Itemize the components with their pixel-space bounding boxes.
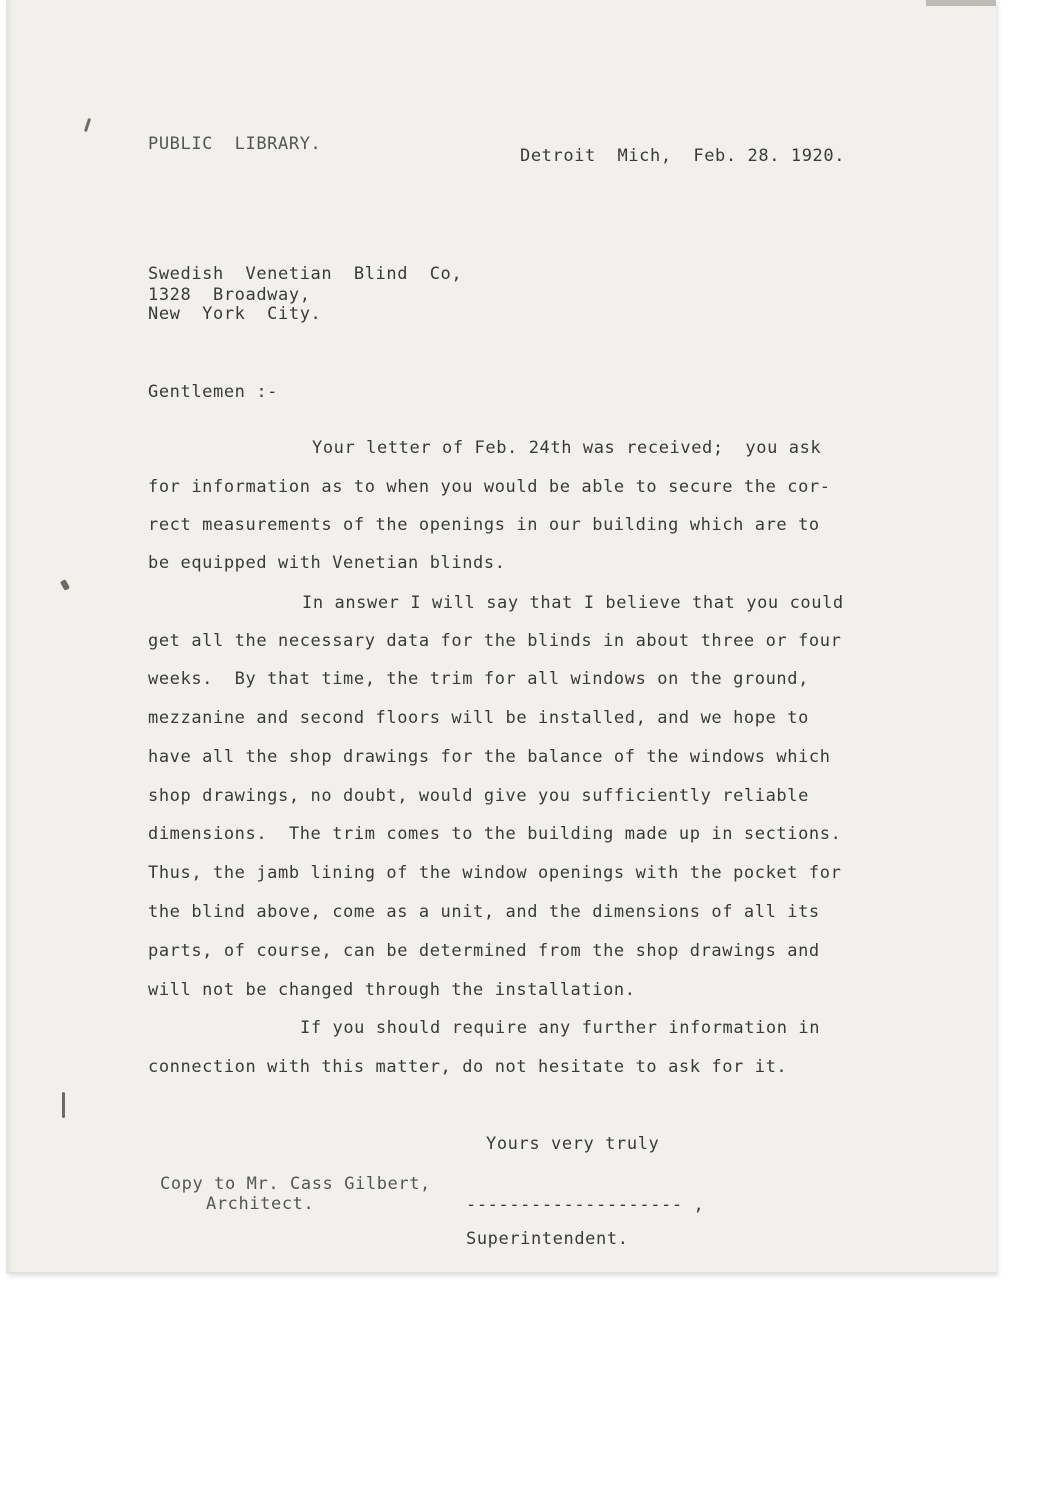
ink-mark [84,118,91,132]
complimentary-close: Yours very truly [486,1134,660,1154]
body-line: parts, of course, can be determined from the shop drawings and [148,941,820,961]
page-corner-shadow [926,0,996,6]
page-edge-shadow [6,0,14,1272]
body-line: Your letter of Feb. 24th was received; you ask [312,438,822,458]
letter-page [6,0,996,1273]
body-line: be equipped with Venetian blinds. [148,553,506,573]
body-line: have all the shop drawings for the balance of the windows which [148,747,831,767]
salutation: Gentlemen :- [148,382,279,402]
ink-mark [60,579,70,591]
recipient-street: 1328 Broadway, [148,285,311,305]
copy-to-title: Architect. [206,1194,315,1214]
body-line: rect measurements of the openings in our building which are to [148,515,820,535]
ink-mark [62,1092,65,1118]
body-line: get all the necessary data for the blinds in about three or four [148,631,842,651]
dateline: Detroit Mich, Feb. 28. 1920. [520,146,846,166]
body-line: Thus, the jamb lining of the window openings with the pocket for [148,863,842,883]
signature-line: -------------------- , [466,1195,705,1215]
body-line: the blind above, come as a unit, and the dimensions of all its [148,902,820,922]
recipient-city: New York City. [148,304,322,324]
body-line: for information as to when you would be able to secure the cor- [148,477,831,497]
body-line: will not be changed through the installation. [148,980,636,1000]
body-line: weeks. By that time, the trim for all windows on the ground, [148,669,809,689]
body-line: mezzanine and second floors will be installed, and we hope to [148,708,809,728]
body-line: dimensions. The trim comes to the building made up in sections. [148,824,842,844]
recipient-name: Swedish Venetian Blind Co, [148,264,463,284]
copy-to-recipient: Copy to Mr. Cass Gilbert, [160,1174,431,1194]
body-line: In answer I will say that I believe that you could [302,593,844,613]
body-line: connection with this matter, do not hesitate to ask for it. [148,1057,788,1077]
letterhead-department: PUBLIC LIBRARY. [148,134,322,154]
body-line: shop drawings, no doubt, would give you sufficiently reliable [148,786,809,806]
signature-title: Superintendent. [466,1229,629,1249]
body-line: If you should require any further information in [300,1018,821,1038]
